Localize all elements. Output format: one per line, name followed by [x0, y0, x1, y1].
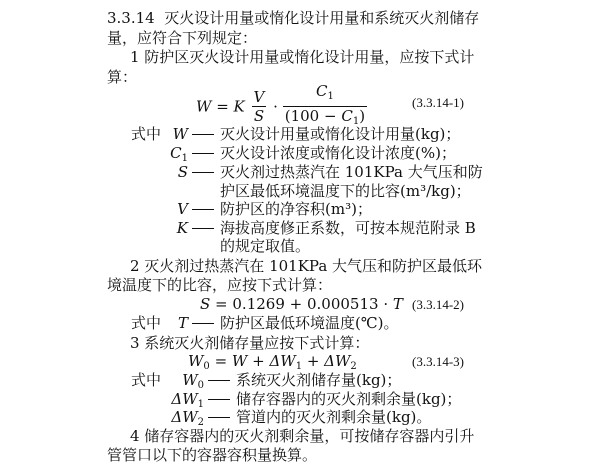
where-label-1: 式中: [131, 125, 162, 143]
item2-line1: 2 灭火剂过热蒸汽在 101KPa 大气压和防护区最低环: [130, 257, 483, 275]
equation-3-number: (3.3.14-3): [412, 354, 464, 369]
symbol-K: K: [176, 219, 188, 237]
equation-1-number: (3.3.14-1): [412, 95, 464, 110]
symbol-W: W: [172, 125, 188, 143]
symbol-C1: $C_1$: [170, 144, 188, 164]
def-dW2: 管道内的灭火剂剩余量(kg)。: [204, 408, 431, 426]
symbol-S: S: [177, 163, 188, 181]
section-heading-text: 灭火设计用量或惰化设计用量和系统灭火剂储存: [164, 9, 480, 27]
equation-1: W = K $\frac{V}{S}$ · $\frac{C_1}{(100 - C_1)}$: [196, 82, 366, 127]
section-number: 3.3.14: [107, 9, 155, 27]
symbol-V: V: [177, 200, 188, 218]
item2-line2: 境温度下的比容，应按下式计算：: [107, 276, 333, 294]
equation-2: S = 0.1269 + 0.000513 · T: [200, 295, 403, 313]
def-dW1: 储存容器内的灭火剂剩余量(kg)；: [204, 390, 461, 408]
item1-line2: 算：: [107, 68, 138, 86]
def-T: 防护区最低环境温度(℃)。: [188, 314, 399, 332]
def-V: 防护区的净容积(m³)；: [188, 200, 372, 218]
symbol-W0: $W_0$: [182, 371, 204, 391]
def-S-cont: 护区最低环境温度下的比容(m³/kg)；: [220, 182, 471, 200]
def-W: 灭火设计用量或惰化设计用量(kg)；: [188, 125, 460, 143]
symbol-dW2: $\Delta W_2$: [171, 408, 204, 428]
def-K-cont: 的规定取值。: [220, 237, 311, 255]
def-W0: 系统灭火剂储存量(kg)；: [204, 371, 401, 389]
section-heading-line2: 量，应符合下列规定：: [107, 29, 258, 47]
def-K: 海拔高度修正系数，可按本规范附录 B: [188, 219, 476, 237]
def-C1: 灭火设计浓度或惰化设计浓度(%)；: [188, 144, 456, 162]
item1-line1: 1 防护区灭火设计用量或惰化设计用量，应按下式计: [130, 48, 475, 66]
section-heading-line1: [107, 9, 479, 27]
where-label-2: 式中: [131, 314, 162, 332]
equation-3: $W_0 = W + \Delta W_1 + \Delta W_2$: [188, 352, 357, 372]
equation-2-number: (3.3.14-2): [412, 297, 464, 312]
item3-line1: 3 系统灭火剂储存量应按下式计算：: [130, 334, 370, 352]
def-S: 灭火剂过热蒸汽在 101KPa 大气压和防: [188, 163, 483, 181]
symbol-dW1: $\Delta W_1$: [171, 390, 204, 410]
item4-line2: 管管口以下的容器容积量换算。: [107, 446, 318, 464]
item4-line1: 4 储存容器内的灭火剂剩余量，可按储存容器内引升: [130, 427, 475, 445]
symbol-T: T: [177, 314, 188, 332]
where-label-3: 式中: [131, 371, 162, 389]
